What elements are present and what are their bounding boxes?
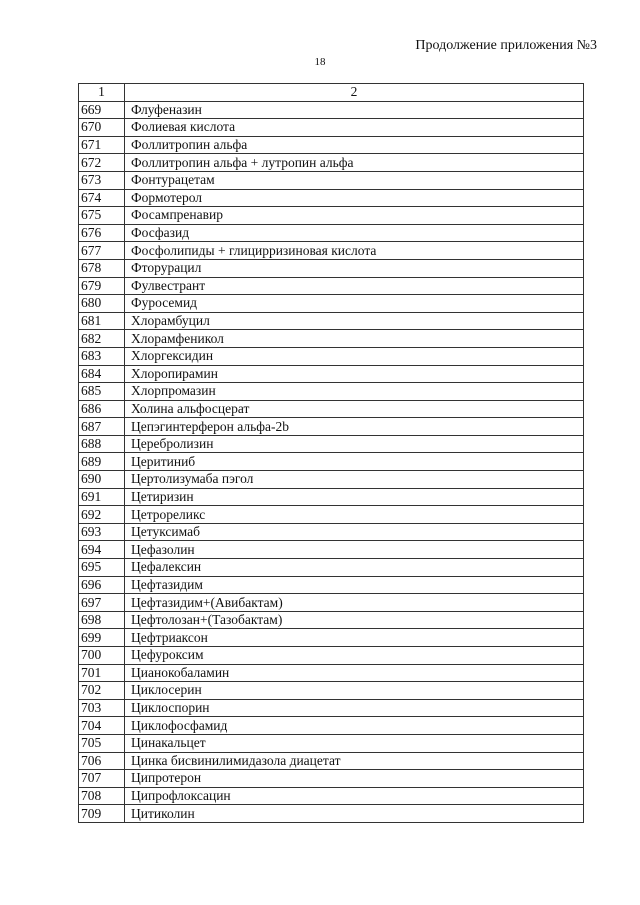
row-number-cell: 682 [79, 330, 125, 348]
row-number-cell: 674 [79, 189, 125, 207]
drug-name-cell: Хлоропирамин [125, 365, 584, 383]
table-row [79, 383, 584, 401]
table-row [79, 488, 584, 506]
row-number-cell: 685 [79, 383, 125, 401]
row-number-cell: 699 [79, 629, 125, 647]
table-row [79, 787, 584, 805]
table-row [79, 312, 584, 330]
row-number-cell: 698 [79, 611, 125, 629]
table-row [79, 506, 584, 524]
table-header [79, 84, 584, 102]
table-row [79, 136, 584, 154]
table-row [79, 734, 584, 752]
row-number-cell: 687 [79, 418, 125, 436]
drug-name-cell: Фосфазид [125, 224, 584, 242]
table-row [79, 629, 584, 647]
row-number-cell: 680 [79, 295, 125, 313]
table-header-row [79, 84, 584, 102]
drug-name-cell: Цертолизумаба пэгол [125, 471, 584, 489]
row-number-cell: 690 [79, 471, 125, 489]
row-number-cell: 704 [79, 717, 125, 735]
drug-name-cell: Цинакальцет [125, 734, 584, 752]
drug-name-cell: Флуфеназин [125, 101, 584, 119]
row-number-cell: 670 [79, 119, 125, 137]
drug-name-cell: Фонтурацетам [125, 171, 584, 189]
row-number-cell: 701 [79, 664, 125, 682]
row-number-cell: 671 [79, 136, 125, 154]
row-number-cell: 700 [79, 647, 125, 665]
table-row [79, 365, 584, 383]
drug-name-cell: Хлоргексидин [125, 347, 584, 365]
table-row [79, 541, 584, 559]
drug-name-cell: Цепэгинтерферон альфа-2b [125, 418, 584, 436]
page-number: 18 [314, 56, 326, 68]
row-number-cell: 691 [79, 488, 125, 506]
table-row [79, 752, 584, 770]
row-number-cell: 688 [79, 435, 125, 453]
table-row [79, 330, 584, 348]
drug-name-cell: Цетиризин [125, 488, 584, 506]
table-row [79, 471, 584, 489]
table-row [79, 101, 584, 119]
drug-name-cell: Ципрофлоксацин [125, 787, 584, 805]
row-number-cell: 675 [79, 207, 125, 225]
row-number-cell: 702 [79, 682, 125, 700]
table-row [79, 259, 584, 277]
table-row [79, 805, 584, 823]
table-row [79, 295, 584, 313]
drug-name-cell: Цетрореликс [125, 506, 584, 524]
row-number-cell: 703 [79, 699, 125, 717]
row-number-cell: 672 [79, 154, 125, 172]
row-number-cell: 705 [79, 734, 125, 752]
drug-name-cell: Цефуроксим [125, 647, 584, 665]
table-row [79, 559, 584, 577]
drug-name-cell: Фулвестрант [125, 277, 584, 295]
table-row [79, 418, 584, 436]
drug-name-cell: Фосфолипиды + глицирризиновая кислота [125, 242, 584, 260]
drug-name-cell: Фуросемид [125, 295, 584, 313]
row-number-cell: 683 [79, 347, 125, 365]
drug-name-cell: Ципротерон [125, 770, 584, 788]
table-row [79, 576, 584, 594]
row-number-cell: 686 [79, 400, 125, 418]
table-row [79, 207, 584, 225]
table-row [79, 611, 584, 629]
table-row [79, 647, 584, 665]
drug-name-cell: Фоллитропин альфа [125, 136, 584, 154]
drug-name-cell: Циклофосфамид [125, 717, 584, 735]
drug-name-cell: Цетуксимаб [125, 523, 584, 541]
table-row [79, 277, 584, 295]
drug-name-cell: Холина альфосцерат [125, 400, 584, 418]
table-row [79, 770, 584, 788]
row-number-cell: 677 [79, 242, 125, 260]
table-row [79, 119, 584, 137]
drug-name-cell: Фосампренавир [125, 207, 584, 225]
appendix-continuation-header: Продолжение приложения №3 [415, 38, 597, 53]
row-number-cell: 696 [79, 576, 125, 594]
table-row [79, 224, 584, 242]
drug-name-cell: Фторурацил [125, 259, 584, 277]
drug-name-cell: Церитиниб [125, 453, 584, 471]
column-header-number: 1 [79, 84, 125, 102]
drug-list-table [78, 83, 584, 823]
column-header-name: 2 [125, 84, 584, 102]
row-number-cell: 669 [79, 101, 125, 119]
drug-name-cell: Цианокобаламин [125, 664, 584, 682]
drug-name-cell: Фоллитропин альфа + лутропин альфа [125, 154, 584, 172]
table-body [79, 101, 584, 822]
drug-name-cell: Цефтазидим [125, 576, 584, 594]
table-row [79, 699, 584, 717]
table-row [79, 189, 584, 207]
drug-name-cell: Цефазолин [125, 541, 584, 559]
row-number-cell: 695 [79, 559, 125, 577]
table-row [79, 154, 584, 172]
table-row [79, 171, 584, 189]
table-row [79, 594, 584, 612]
row-number-cell: 679 [79, 277, 125, 295]
table-row [79, 664, 584, 682]
row-number-cell: 709 [79, 805, 125, 823]
table-row [79, 453, 584, 471]
drug-name-cell: Цефалексин [125, 559, 584, 577]
drug-name-cell: Формотерол [125, 189, 584, 207]
table-row [79, 400, 584, 418]
row-number-cell: 708 [79, 787, 125, 805]
drug-name-cell: Цефтолозан+(Тазобактам) [125, 611, 584, 629]
drug-name-cell: Цефтриаксон [125, 629, 584, 647]
drug-name-cell: Церебролизин [125, 435, 584, 453]
drug-name-cell: Фолиевая кислота [125, 119, 584, 137]
drug-name-cell: Хлорамфеникол [125, 330, 584, 348]
row-number-cell: 681 [79, 312, 125, 330]
table-row [79, 242, 584, 260]
row-number-cell: 693 [79, 523, 125, 541]
table-row [79, 347, 584, 365]
row-number-cell: 678 [79, 259, 125, 277]
drug-name-cell: Цитиколин [125, 805, 584, 823]
row-number-cell: 707 [79, 770, 125, 788]
table-row [79, 523, 584, 541]
row-number-cell: 706 [79, 752, 125, 770]
table-row [79, 717, 584, 735]
row-number-cell: 676 [79, 224, 125, 242]
drug-name-cell: Циклосерин [125, 682, 584, 700]
drug-name-cell: Хлорамбуцил [125, 312, 584, 330]
table-row [79, 682, 584, 700]
drug-name-cell: Цефтазидим+(Авибактам) [125, 594, 584, 612]
row-number-cell: 692 [79, 506, 125, 524]
row-number-cell: 684 [79, 365, 125, 383]
drug-name-cell: Циклоспорин [125, 699, 584, 717]
drug-name-cell: Цинка бисвинилимидазола диацетат [125, 752, 584, 770]
table-row [79, 435, 584, 453]
row-number-cell: 673 [79, 171, 125, 189]
row-number-cell: 697 [79, 594, 125, 612]
row-number-cell: 694 [79, 541, 125, 559]
row-number-cell: 689 [79, 453, 125, 471]
drug-name-cell: Хлорпромазин [125, 383, 584, 401]
